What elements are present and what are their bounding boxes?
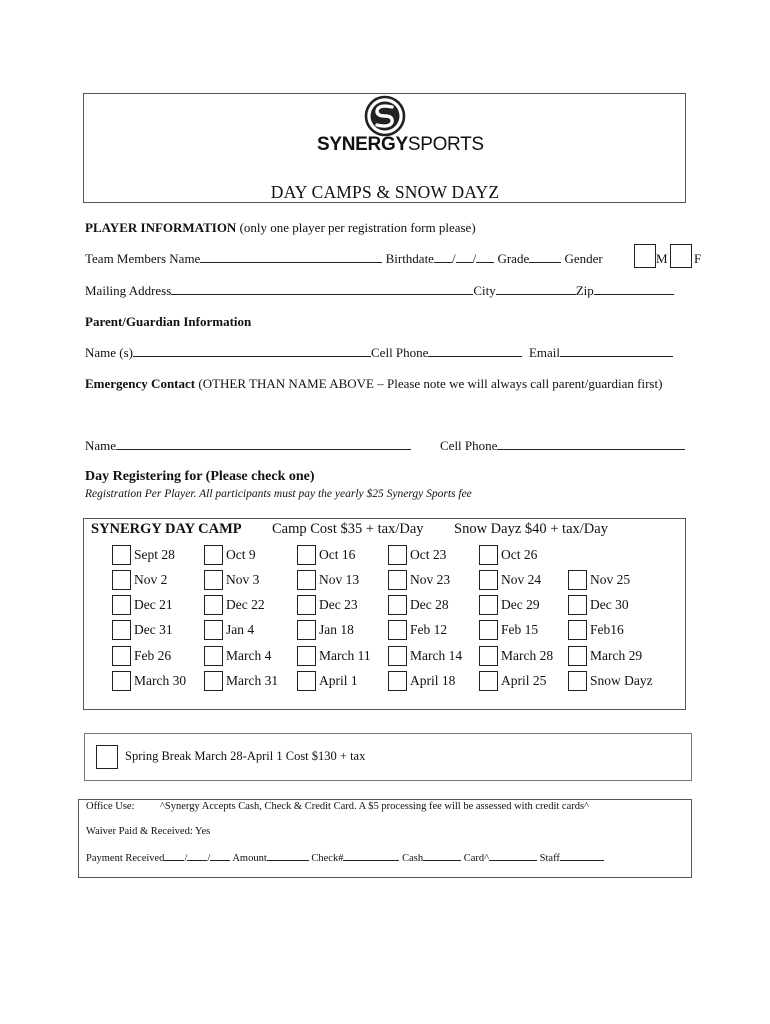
- date-label: Dec 21: [134, 597, 173, 612]
- date-label: Dec 29: [501, 597, 540, 612]
- date-label: Jan 4: [226, 622, 255, 637]
- date-checkbox[interactable]: [479, 671, 498, 691]
- card-field[interactable]: [489, 851, 537, 861]
- camp-cost: Camp Cost $35 + tax/Day: [272, 521, 424, 537]
- payment-accepts-note: ^Synergy Accepts Cash, Check & Credit Card. A $5 processing fee will be assessed with credit cards^: [160, 801, 589, 812]
- mailing-address-label: Mailing Address: [85, 283, 172, 298]
- date-checkbox[interactable]: [297, 545, 316, 565]
- date-checkbox[interactable]: [479, 620, 498, 640]
- city-label: City: [473, 283, 496, 298]
- guardian-names-label: Name (s): [85, 345, 134, 360]
- cash-field[interactable]: [423, 851, 461, 861]
- guardian-row: [85, 345, 673, 361]
- amount-label: Amount: [232, 853, 267, 864]
- date-label: Oct 16: [319, 547, 356, 562]
- amount-field[interactable]: [267, 851, 309, 861]
- date-checkbox[interactable]: [204, 570, 223, 590]
- date-label: Feb 26: [134, 648, 172, 663]
- date-checkbox[interactable]: [388, 671, 407, 691]
- date-checkbox[interactable]: [112, 545, 131, 565]
- guardian-names-field[interactable]: [133, 345, 371, 357]
- player-heading-note: (only one player per registration form please): [239, 220, 476, 235]
- emergency-row: [85, 438, 411, 454]
- date-checkbox[interactable]: [112, 671, 131, 691]
- date-label: Feb16: [590, 622, 624, 637]
- date-checkbox[interactable]: [204, 671, 223, 691]
- guardian-cell-label: Cell Phone: [371, 345, 429, 360]
- registering-heading: Day Registering for (Please check one): [85, 469, 315, 484]
- emergency-heading-bold: Emergency Contact: [85, 376, 196, 391]
- gender-label: Gender: [564, 251, 603, 266]
- zip-label: Zip: [575, 283, 594, 298]
- date-checkbox[interactable]: [112, 595, 131, 615]
- date-label: Nov 24: [501, 572, 542, 587]
- date-label: Feb 12: [410, 622, 448, 637]
- date-checkbox[interactable]: [297, 671, 316, 691]
- logo-light: SPORTS: [407, 134, 484, 155]
- date-checkbox[interactable]: [297, 595, 316, 615]
- date-checkbox[interactable]: [204, 646, 223, 666]
- player-heading-bold: PLAYER INFORMATION: [85, 220, 237, 235]
- date-checkbox[interactable]: [297, 646, 316, 666]
- cash-label: Cash: [402, 853, 424, 864]
- emergency-cell-label: Cell Phone: [440, 438, 498, 453]
- date-label: Dec 30: [590, 597, 629, 612]
- date-label: Nov 25: [590, 572, 631, 587]
- birthdate-day-field[interactable]: [456, 251, 473, 263]
- snow-dayz-cost: Snow Dayz $40 + tax/Day: [454, 521, 608, 537]
- card-label: Card^: [463, 853, 490, 864]
- birthdate-year-field[interactable]: [476, 251, 494, 263]
- guardian-heading: Parent/Guardian Information: [85, 314, 252, 329]
- date-label: March 28: [501, 648, 554, 663]
- date-checkbox[interactable]: [204, 595, 223, 615]
- team-member-name-label: Team Members Name: [85, 251, 201, 266]
- date-label: Feb 15: [501, 622, 539, 637]
- date-checkbox[interactable]: [479, 595, 498, 615]
- date-label: Nov 2: [134, 572, 168, 587]
- date-label: Dec 23: [319, 597, 358, 612]
- camp-title: SYNERGY DAY CAMP: [91, 521, 242, 537]
- emergency-heading-note: (OTHER THAN NAME ABOVE – Please note we will always call parent/guardian first): [198, 376, 663, 391]
- date-label: Dec 31: [134, 622, 173, 637]
- emergency-cell-row: [440, 438, 685, 454]
- date-checkbox[interactable]: [297, 620, 316, 640]
- date-label: April 18: [410, 673, 456, 688]
- date-label: April 25: [501, 673, 547, 688]
- player-heading: [85, 220, 476, 236]
- date-checkbox[interactable]: [204, 620, 223, 640]
- date-checkbox[interactable]: [112, 570, 131, 590]
- birthdate-sep-2: /: [472, 251, 477, 266]
- birthdate-sep-1: /: [451, 251, 456, 266]
- date-checkbox[interactable]: [112, 620, 131, 640]
- mailing-address-field[interactable]: [171, 283, 473, 295]
- date-checkbox[interactable]: [204, 545, 223, 565]
- payment-year-field[interactable]: [210, 851, 230, 861]
- date-label: March 31: [226, 673, 279, 688]
- birthdate-month-field[interactable]: [434, 251, 452, 263]
- date-label: March 29: [590, 648, 643, 663]
- gender-f-checkbox[interactable]: [670, 244, 692, 268]
- spring-break-checkbox[interactable]: [96, 745, 118, 769]
- date-checkbox[interactable]: [568, 620, 587, 640]
- date-checkbox[interactable]: [479, 646, 498, 666]
- guardian-cell-field[interactable]: [428, 345, 522, 357]
- birthdate-label: Birthdate: [385, 251, 434, 266]
- city-field[interactable]: [496, 283, 576, 295]
- spring-break-label: Spring Break March 28-April 1 Cost $130 + tax: [125, 749, 366, 763]
- date-checkbox[interactable]: [568, 595, 587, 615]
- page-title: DAY CAMPS & SNOW DAYZ: [270, 182, 500, 202]
- emergency-heading: [85, 376, 662, 392]
- address-row: [85, 283, 674, 299]
- date-label: Nov 13: [319, 572, 360, 587]
- date-label: Nov 23: [410, 572, 451, 587]
- staff-label: Staff: [539, 853, 560, 864]
- date-label: March 14: [410, 648, 463, 663]
- grade-field[interactable]: [529, 251, 561, 263]
- date-checkbox[interactable]: [388, 646, 407, 666]
- date-checkbox[interactable]: [479, 570, 498, 590]
- office-use-label: Office Use:: [86, 801, 135, 812]
- date-label: Nov 3: [226, 572, 260, 587]
- date-label: Dec 22: [226, 597, 265, 612]
- logo-text: [317, 134, 484, 156]
- date-label: Sept 28: [134, 547, 175, 562]
- date-label: Dec 28: [410, 597, 449, 612]
- date-label: Oct 23: [410, 547, 447, 562]
- date-checkbox[interactable]: [112, 646, 131, 666]
- payment-row: Payment Received / / Amount Check# Cash Card^ Staff: [86, 851, 604, 864]
- payment-received-label: Payment Received: [86, 853, 165, 864]
- check-field[interactable]: [343, 851, 399, 861]
- date-checkbox[interactable]: [568, 671, 587, 691]
- date-checkbox[interactable]: [568, 570, 587, 590]
- guardian-email-label: Email: [528, 345, 560, 360]
- date-label: Oct 9: [226, 547, 256, 562]
- emergency-name-label: Name: [85, 438, 117, 453]
- date-checkbox[interactable]: [568, 646, 587, 666]
- date-label: March 4: [226, 648, 272, 663]
- logo-bold: SYNERGY: [317, 134, 408, 155]
- guardian-email-field[interactable]: [560, 345, 673, 357]
- date-label: Jan 18: [319, 622, 354, 637]
- gender-f-label: F: [694, 251, 702, 266]
- date-label: April 1: [319, 673, 358, 688]
- check-label: Check#: [311, 853, 344, 864]
- date-checkbox[interactable]: [388, 620, 407, 640]
- player-row: [85, 251, 603, 267]
- date-label: Oct 26: [501, 547, 538, 562]
- staff-field[interactable]: [560, 851, 604, 861]
- date-label: March 11: [319, 648, 371, 663]
- registering-note: Registration Per Player. All participants must pay the yearly $25 Synergy Sports fee: [85, 488, 472, 500]
- date-checkbox[interactable]: [388, 595, 407, 615]
- date-checkbox[interactable]: [297, 570, 316, 590]
- grade-label: Grade: [497, 251, 530, 266]
- waiver-status: Waiver Paid & Received: Yes: [86, 826, 211, 837]
- gender-m-checkbox[interactable]: [634, 244, 656, 268]
- zip-field[interactable]: [594, 283, 674, 295]
- team-member-name-field[interactable]: [200, 251, 382, 263]
- date-checkbox[interactable]: [388, 570, 407, 590]
- emergency-cell-field[interactable]: [497, 438, 685, 450]
- gender-m-label: M: [656, 251, 668, 266]
- date-label: Snow Dayz: [590, 673, 653, 688]
- date-checkbox[interactable]: [479, 545, 498, 565]
- date-checkbox[interactable]: [388, 545, 407, 565]
- emergency-name-field[interactable]: [116, 438, 411, 450]
- payment-day-field[interactable]: [187, 851, 207, 861]
- payment-month-field[interactable]: [164, 851, 184, 861]
- date-label: March 30: [134, 673, 187, 688]
